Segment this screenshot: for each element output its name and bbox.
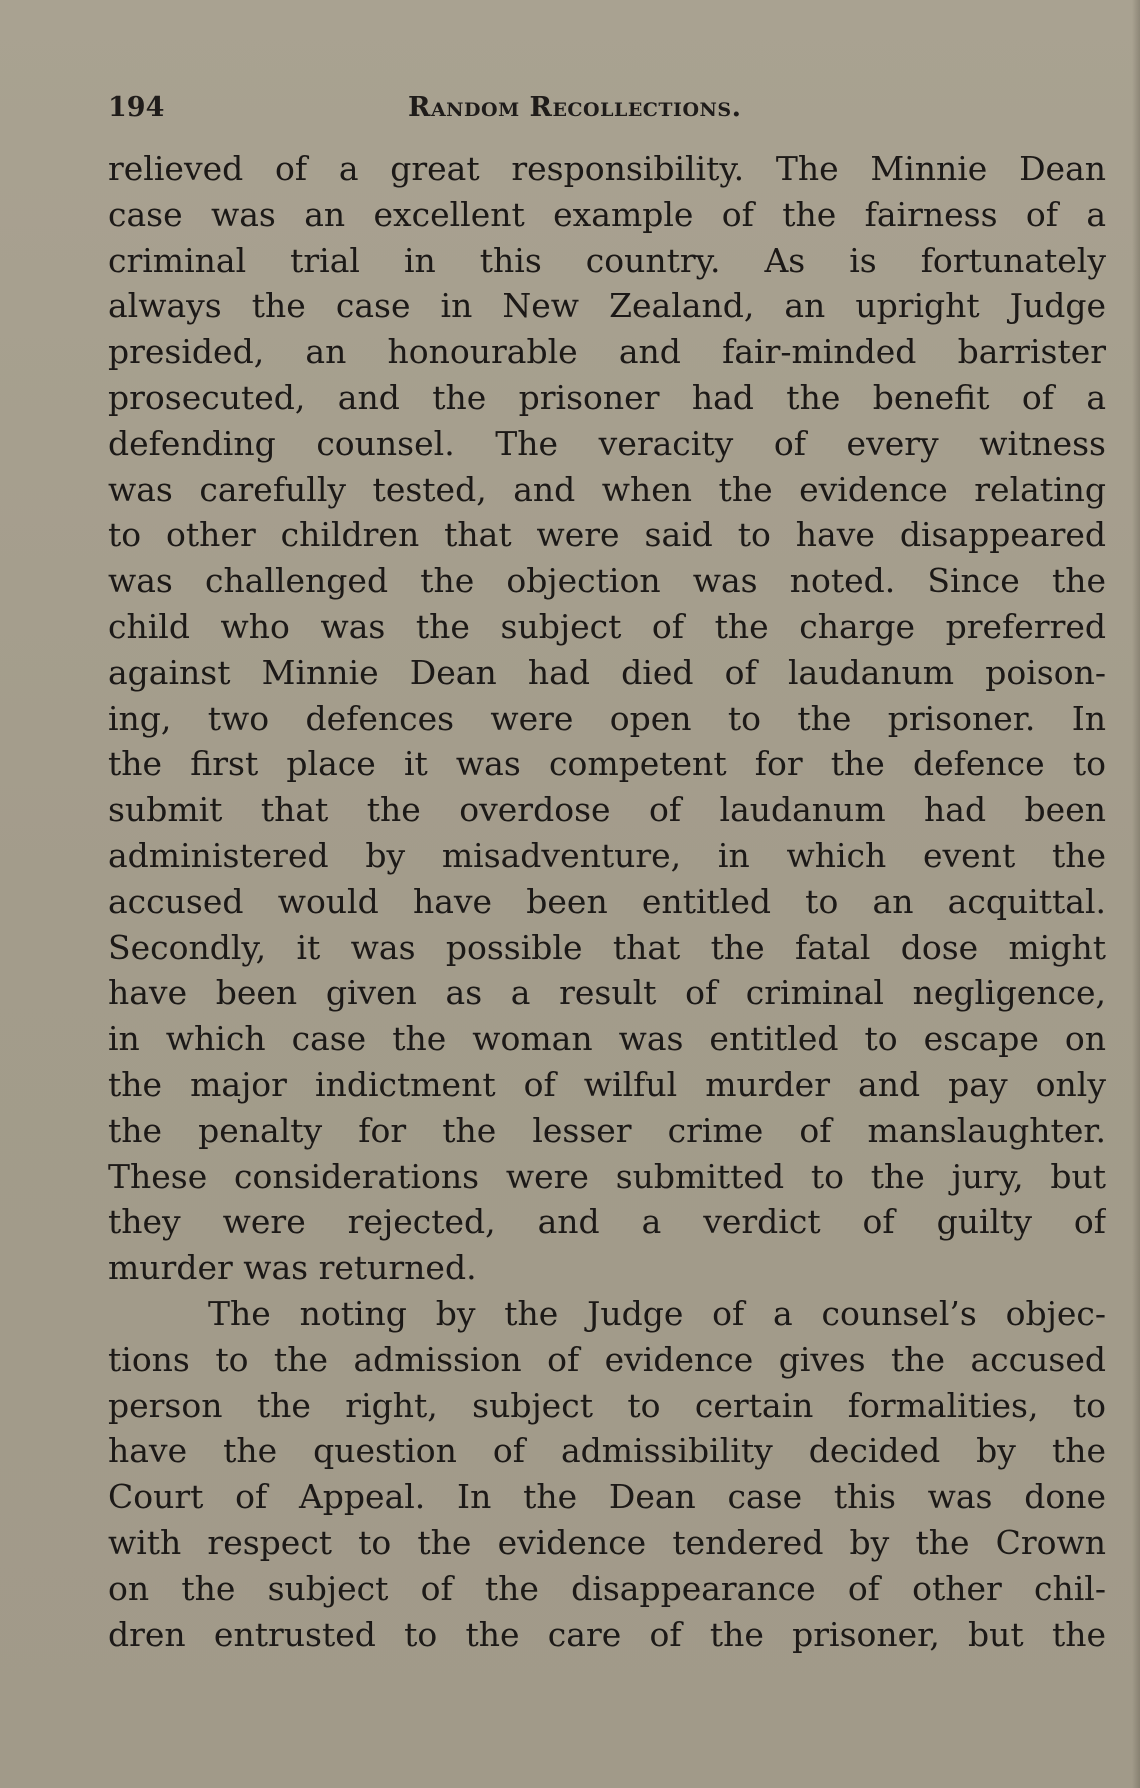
text-line: Court of Appeal. In the Dean case this was done: [108, 1477, 1106, 1517]
page-edge-shadow: [1132, 0, 1140, 1788]
text-line: The noting by the Judge of a counsel’s objec-: [208, 1293, 1106, 1333]
text-line: murder was returned.: [108, 1248, 477, 1288]
page-number: 194: [108, 92, 165, 123]
text-line: Secondly, it was possible that the fatal dose might: [108, 927, 1106, 967]
text-line: in which case the woman was entitled to escape on: [108, 1019, 1106, 1059]
text-line: the first place it was competent for the defence to: [108, 744, 1106, 784]
text-line: with respect to the evidence tendered by the Crown: [108, 1522, 1106, 1562]
text-line: defending counsel. The veracity of every witness: [108, 423, 1106, 463]
text-line: they were rejected, and a verdict of guilty of: [108, 1202, 1106, 1242]
text-line: was challenged the objection was noted. Since the: [108, 561, 1106, 601]
text-line: ing, two defences were open to the prisoner. In: [108, 698, 1106, 738]
paragraph-2: [108, 1291, 1106, 1657]
text-line: accused would have been entitled to an acquittal.: [108, 881, 1106, 921]
running-title: Random Recollections.: [408, 92, 742, 123]
text-line: prosecuted, and the prisoner had the benefit of a: [108, 377, 1106, 417]
text-line: the major indictment of wilful murder and pay only: [108, 1064, 1106, 1104]
text-line: always the case in New Zealand, an upright Judge: [108, 286, 1106, 326]
paragraph-1: [108, 146, 1106, 1291]
text-line: have been given as a result of criminal negligence,: [108, 973, 1106, 1013]
text-line: case was an excellent example of the fairness of a: [108, 194, 1106, 234]
body-text: [108, 146, 1106, 1657]
text-line: against Minnie Dean had died of laudanum poison-: [108, 652, 1106, 692]
text-line: dren entrusted to the care of the prisoner, but the: [108, 1614, 1106, 1654]
page-header: [108, 92, 1098, 132]
text-line: presided, an honourable and fair-minded barrister: [108, 332, 1106, 372]
text-line: relieved of a great responsibility. The Minnie Dean: [108, 149, 1106, 188]
text-line: to other children that were said to have disappeared: [108, 515, 1106, 555]
text-line: tions to the admission of evidence gives the accused: [108, 1339, 1106, 1379]
text-line: was carefully tested, and when the evidence relating: [108, 469, 1106, 509]
text-line: criminal trial in this country. As is fortunately: [108, 240, 1106, 280]
text-line: person the right, subject to certain formalities, to: [108, 1385, 1106, 1425]
text-line: child who was the subject of the charge preferred: [108, 606, 1106, 646]
text-line: the penalty for the lesser crime of manslaughter.: [108, 1110, 1106, 1150]
text-line: submit that the overdose of laudanum had been: [108, 790, 1106, 830]
text-line: have the question of admissibility decided by the: [108, 1431, 1106, 1471]
text-line: administered by misadventure, in which event the: [108, 835, 1106, 875]
text-line: on the subject of the disappearance of other chil-: [108, 1568, 1106, 1608]
text-line: These considerations were submitted to the jury, but: [108, 1156, 1106, 1196]
